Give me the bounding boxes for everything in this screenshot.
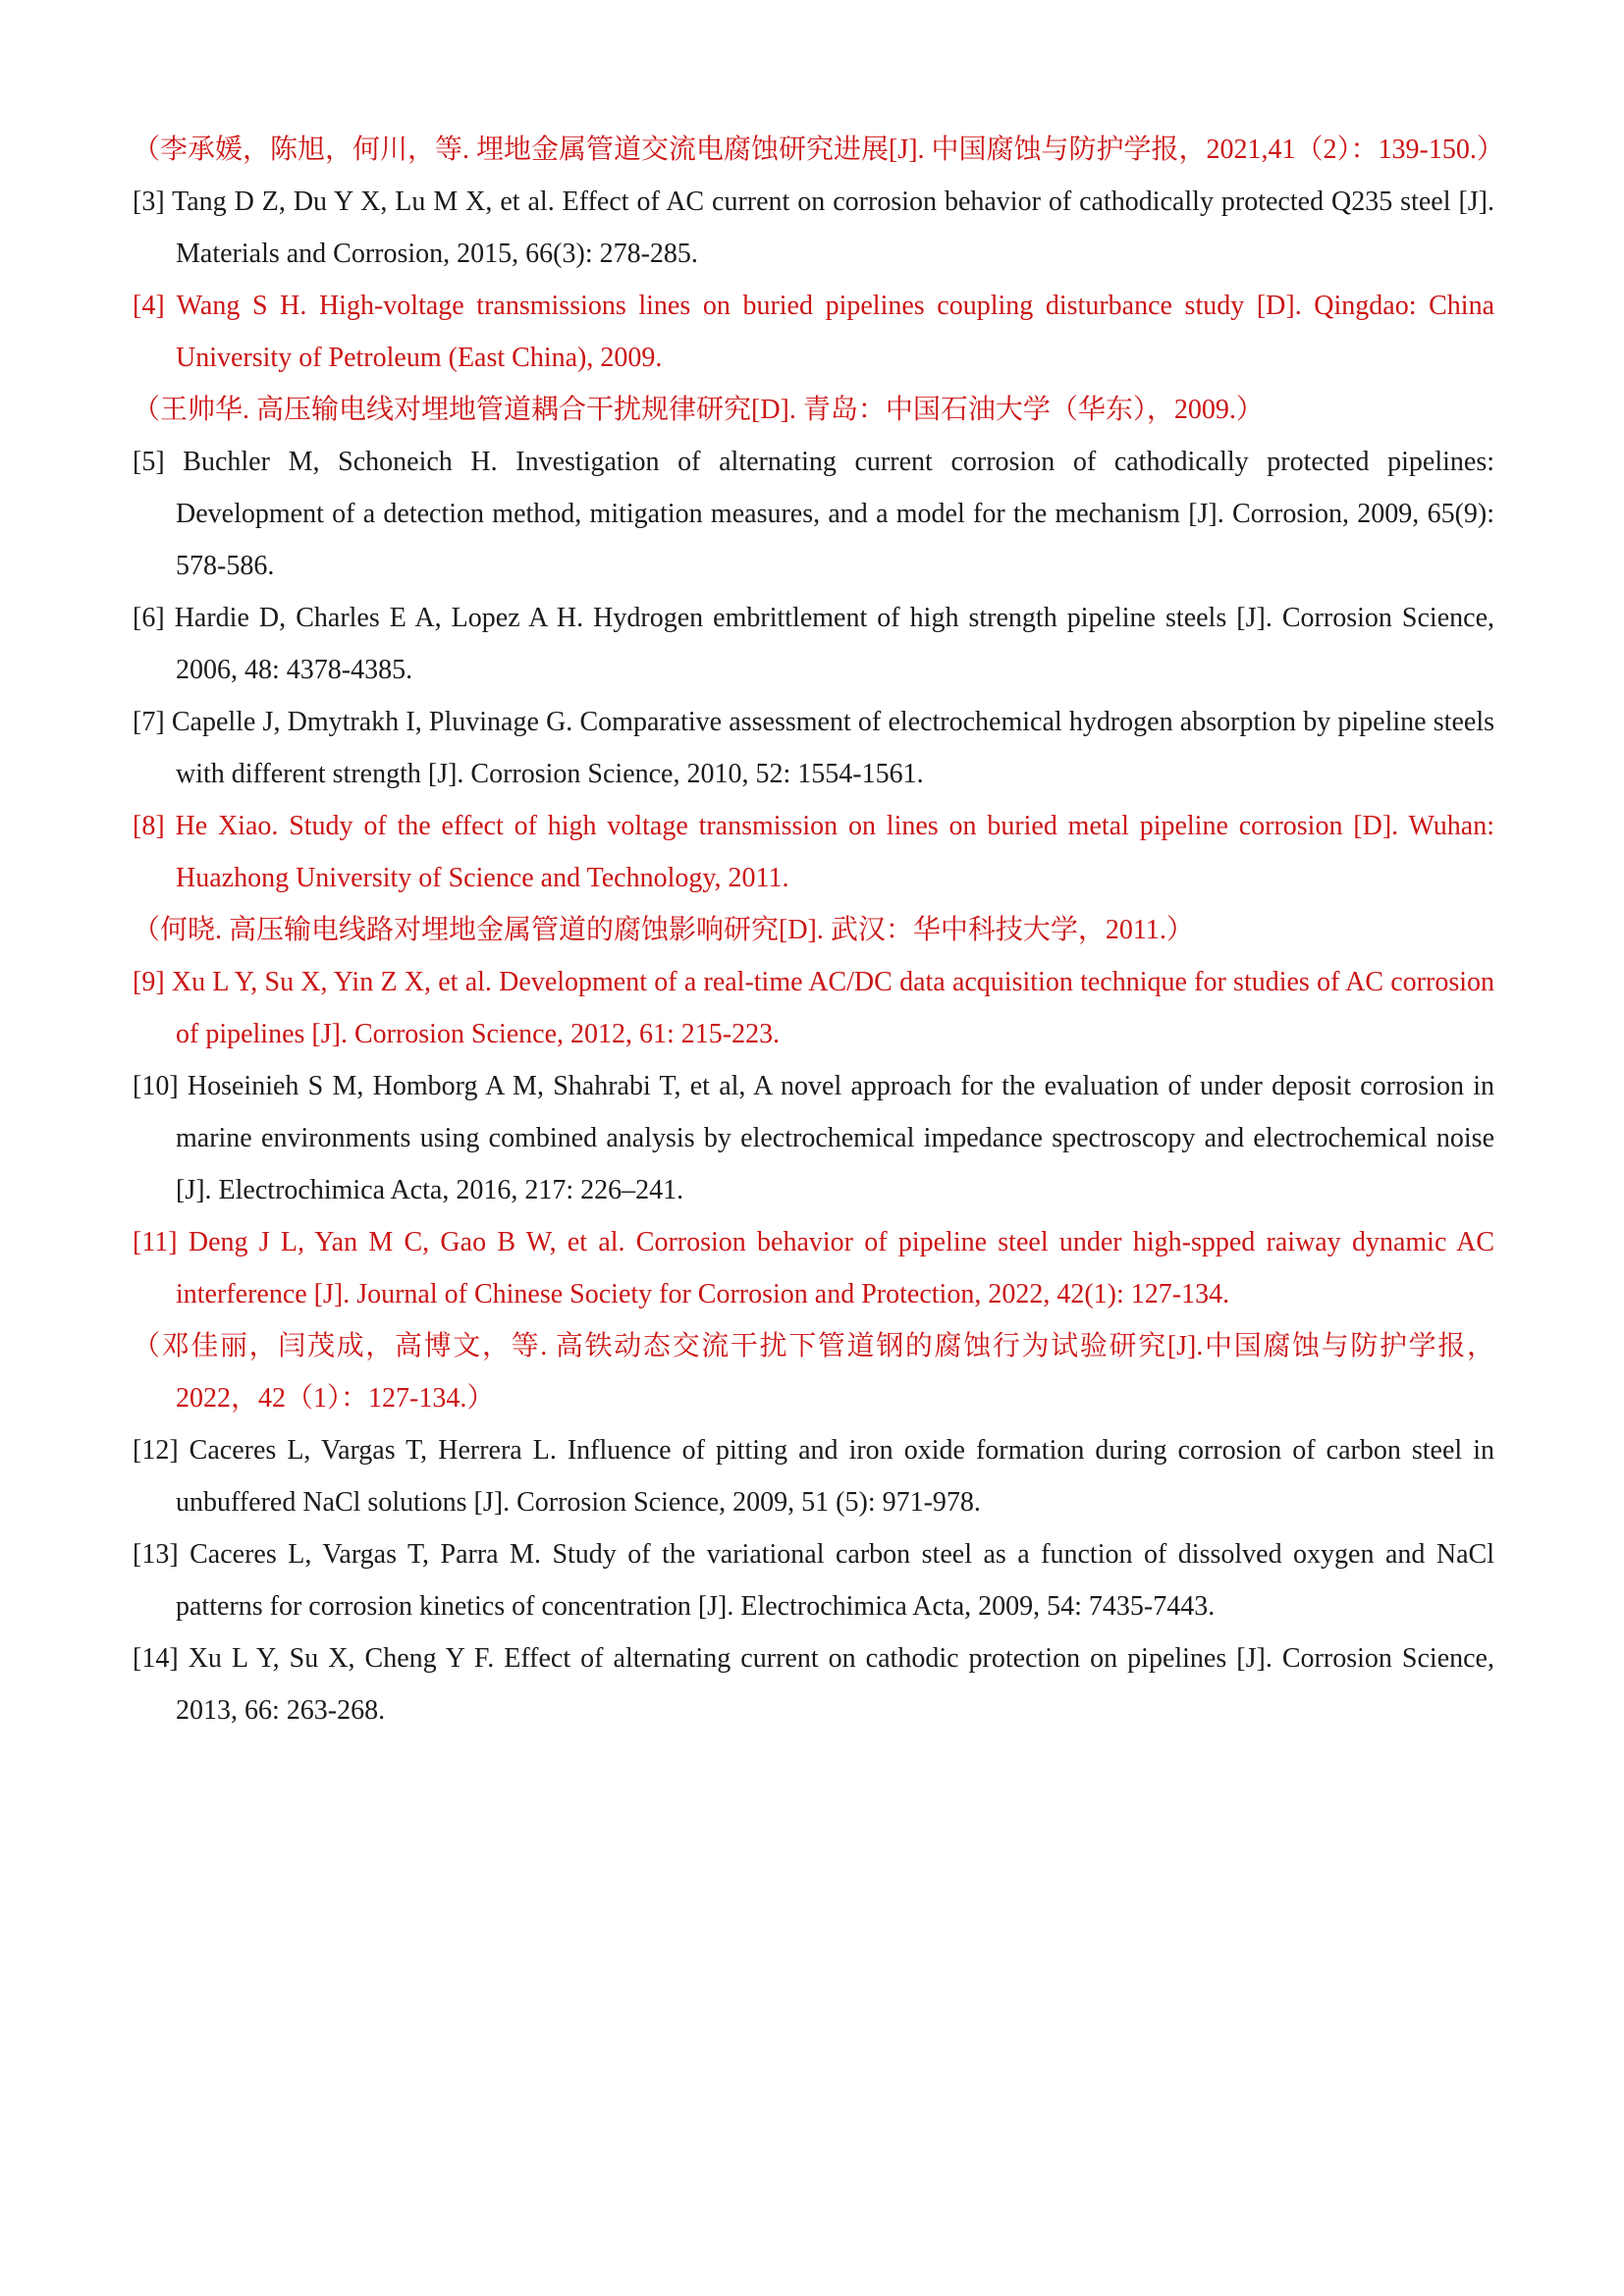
reference-item: （李承媛，陈旭，何川，等. 埋地金属管道交流电腐蚀研究进展[J]. 中国腐蚀与防护学报，2021,41（2）：139-150.） bbox=[133, 134, 1504, 165]
reference-item: [13] Caceres L, Vargas T, Parra M. Study of the variational carbon steel as a function of dissolved oxygen and NaCl patterns for corrosion kinetics of concentration [J]. Electrochimica Acta, 2009, 54: 7435-7443. bbox=[133, 1539, 1494, 1622]
reference-item: [7] Capelle J, Dmytrakh I, Pluvinage G. Comparative assessment of electrochemical hydrogen absorption by pipeline steels with different strength [J]. Corrosion Science, 2010, 52: 1554-1561. bbox=[133, 707, 1494, 789]
reference-item: [9] Xu L Y, Su X, Yin Z X, et al. Development of a real-time AC/DC data acquisition technique for studies of AC corrosion of pipelines [J]. Corrosion Science, 2012, 61: 215-223. bbox=[133, 967, 1494, 1049]
reference-item: [10] Hoseinieh S M, Homborg A M, Shahrabi T, et al, A novel approach for the evaluation of under deposit corrosion in marine environments using combined analysis by electrochemical impedance spectroscopy and electrochemical noise [J]. Electrochimica Acta, 2016, 217: 226–241. bbox=[133, 1071, 1494, 1205]
reference-item: [11] Deng J L, Yan M C, Gao B W, et al. Corrosion behavior of pipeline steel under high-spped raiway dynamic AC interference [J]. Journal of Chinese Society for Corrosion and Protection, 2022, 42(1): 127-134. bbox=[133, 1227, 1494, 1309]
references-list bbox=[133, 124, 1504, 1736]
reference-item: （何晓. 高压输电线路对埋地金属管道的腐蚀影响研究[D]. 武汉：华中科技大学，2011.） bbox=[133, 915, 1194, 945]
reference-item: [3] Tang D Z, Du Y X, Lu M X, et al. Effect of AC current on corrosion behavior of cathodically protected Q235 steel [J]. Materials and Corrosion, 2015, 66(3): 278-285. bbox=[133, 187, 1494, 269]
reference-item: [14] Xu L Y, Su X, Cheng Y F. Effect of alternating current on cathodic protection on pipelines [J]. Corrosion Science, 2013, 66: 263-268. bbox=[133, 1643, 1494, 1726]
reference-item: [12] Caceres L, Vargas T, Herrera L. Influence of pitting and iron oxide formation during corrosion of carbon steel in unbuffered NaCl solutions [J]. Corrosion Science, 2009, 51 (5): 971-978. bbox=[133, 1435, 1494, 1518]
reference-item: [6] Hardie D, Charles E A, Lopez A H. Hydrogen embrittlement of high strength pipeline steels [J]. Corrosion Science, 2006, 48: 4378-4385. bbox=[133, 603, 1494, 685]
reference-item: （邓佳丽，闫茂成，高博文，等. 高铁动态交流干扰下管道钢的腐蚀行为试验研究[J].中国腐蚀与防护学报，2022，42（1）：127-134.） bbox=[133, 1331, 1494, 1414]
reference-item: （王帅华. 高压输电线对埋地管道耦合干扰规律研究[D]. 青岛：中国石油大学（华东），2009.） bbox=[133, 395, 1264, 425]
reference-item: [5] Buchler M, Schoneich H. Investigation of alternating current corrosion of cathodically protected pipelines: Development of a detection method, mitigation measures, and a model for the mechanism [J]. Corrosion, 2009, 65(9): 578-586. bbox=[133, 447, 1494, 581]
reference-item: [8] He Xiao. Study of the effect of high voltage transmission on lines on buried metal pipeline corrosion [D]. Wuhan: Huazhong University of Science and Technology, 2011. bbox=[133, 811, 1494, 893]
reference-item: [4] Wang S H. High-voltage transmissions lines on buried pipelines coupling disturbance study [D]. Qingdao: China University of Petroleum (East China), 2009. bbox=[133, 291, 1494, 373]
